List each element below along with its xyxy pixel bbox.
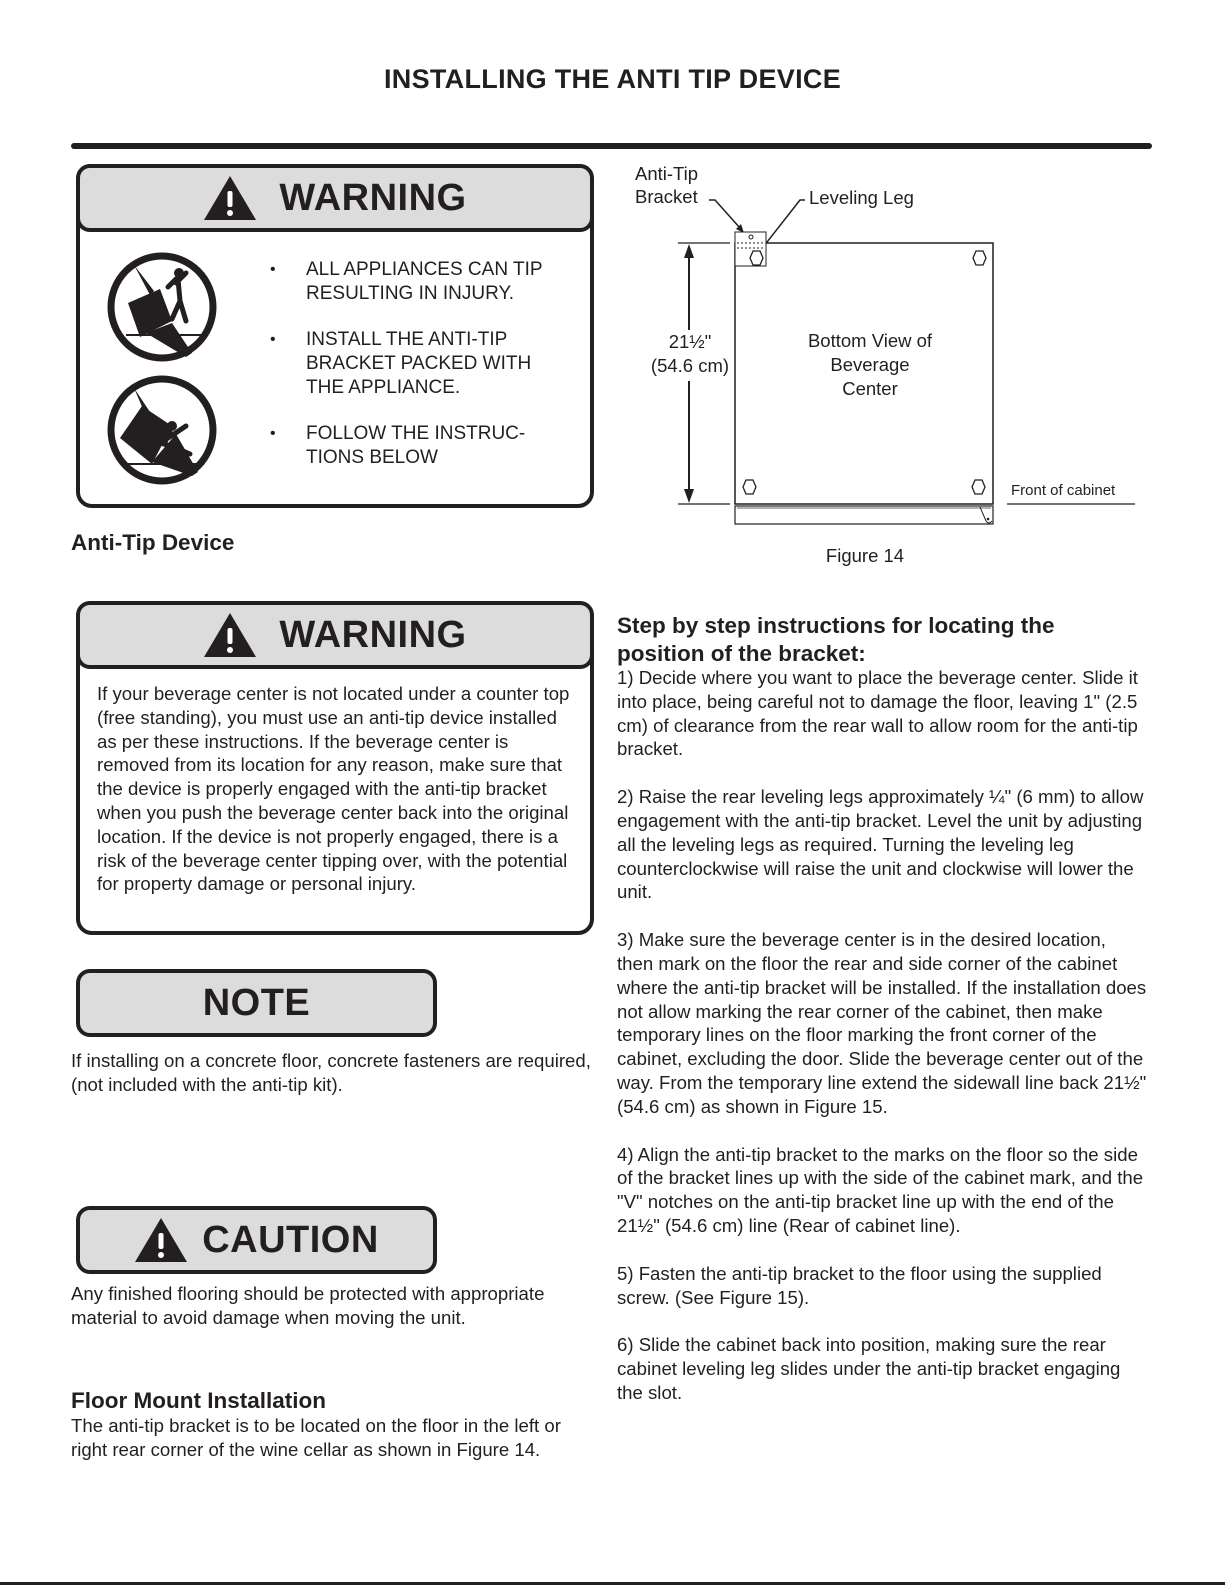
step-item: 1) Decide where you want to place the beverage center. Slide it into place, being careful not to damage the floor, leaving 1" (2.5 cm) of clearance from the rear wall to allow room for the anti-tip bracket. (617, 667, 1138, 760)
figure-14 (620, 155, 1140, 575)
no-tipping-appliance-icon (106, 251, 218, 363)
warning-bullet: • INSTALL THE ANTI-TIP BRACKET PACKED WITH THE APPLIANCE. (270, 328, 570, 400)
title-divider (71, 143, 1152, 149)
note-header (76, 969, 437, 1037)
no-tipping-appliance-fall-icon (106, 374, 218, 486)
figure-caption: Figure 14 (825, 545, 905, 566)
anti-tip-device-heading: Anti-Tip Device (71, 530, 235, 555)
label-line: Bottom View of (807, 330, 933, 351)
label-line: Anti-Tip (635, 163, 699, 184)
warning-bullet: • FOLLOW THE INSTRUC- TIONS BELOW (270, 422, 570, 470)
note-body-text: If installing on a concrete floor, concrete fasteners are required, (not included with the anti-tip kit). (71, 1050, 591, 1095)
floor-mount-heading: Floor Mount Installation (71, 1388, 326, 1413)
warning-box-anti-tip (76, 601, 594, 935)
floor-mount-text: The anti-tip bracket is to be located on the floor in the left or right rear corner of the wine cellar as shown in Figure 14. (71, 1415, 561, 1460)
page-title: INSTALLING THE ANTI TIP DEVICE (383, 64, 842, 94)
step-item: 2) Raise the rear leveling legs approximately ¼" (6 mm) to allow engagement with the anti-tip bracket. Level the unit by adjusting all the leveling legs as required. Turning the leveling leg counterclockwise will raise the unit and clockwise will lower the unit. (617, 786, 1144, 903)
warning-bullet: • ALL APPLIANCES CAN TIP RESULTING IN INJURY. (270, 258, 570, 306)
leveling-leg-label: Leveling Leg (809, 187, 914, 208)
note-label: NOTE (202, 981, 311, 1024)
caution-label: CAUTION (202, 1218, 379, 1261)
step-item: 6) Slide the cabinet back into position, making sure the rear cabinet leveling leg slides under the anti-tip bracket engaging the slot. (617, 1334, 1121, 1403)
caution-body-text: Any finished flooring should be protected with appropriate material to avoid damage when moving the unit. (71, 1283, 545, 1328)
step-item: 4) Align the anti-tip bracket to the marks on the floor so the side of the bracket lines up with the side of the cabinet mark, and the "V" notches on the anti-tip bracket line up with the end of the 21½" (54.6 cm) line (Rear of cabinet line). (617, 1143, 1144, 1236)
warning-bullet-list (270, 258, 570, 492)
warning-header (76, 601, 594, 669)
bottom-view-label (780, 329, 960, 401)
warning-triangle-icon (203, 175, 257, 221)
front-of-cabinet-label: Front of cabinet (1011, 482, 1116, 499)
dimension-inches: 21½" (668, 331, 712, 352)
warning-triangle-icon (134, 1217, 188, 1263)
step-item: 5) Fasten the anti-tip bracket to the floor using the supplied screw. (See Figure 15). (617, 1262, 1102, 1308)
warning-label: WARNING (279, 176, 467, 219)
dimension-cm: (54.6 cm) (650, 355, 730, 376)
warning-box-tipping (76, 164, 594, 508)
label-line: Center (842, 378, 898, 399)
steps-heading: Step by step instructions for locating the position of the bracket: (617, 613, 1055, 666)
label-line: Beverage (830, 354, 910, 375)
label-line: Bracket (635, 186, 698, 207)
warning-header (76, 164, 594, 232)
warning-triangle-icon (203, 612, 257, 658)
dimension-label (640, 330, 740, 378)
warning-body-text: If your beverage center is not located under a counter top (free standing), you must use an anti-tip device installed as per these instructions. If the beverage center is removed from its location for any reason, make sure that the device is properly engaged with the anti-tip bracket when you push the beverage center back into the original location. If the device is not properly engaged, there is a risk of the beverage center tipping over, with the potential for property damage or personal injury. (97, 683, 570, 895)
caution-header (76, 1206, 437, 1274)
step-item: 3) Make sure the beverage center is in the desired location, then mark on the floor the rear and side corner of the cabinet where the anti-tip bracket will be installed. If the installation does not allow marking the rear corner of the cabinet, then make temporary lines on the floor marking the front corner of the cabinet, excluding the door. Slide the beverage center out of the way. From the temporary line extend the sidewall line back 21½" (54.6 cm) as shown in Figure 15. (617, 929, 1147, 1117)
warning-label: WARNING (279, 613, 467, 656)
steps-list (617, 666, 1147, 1429)
